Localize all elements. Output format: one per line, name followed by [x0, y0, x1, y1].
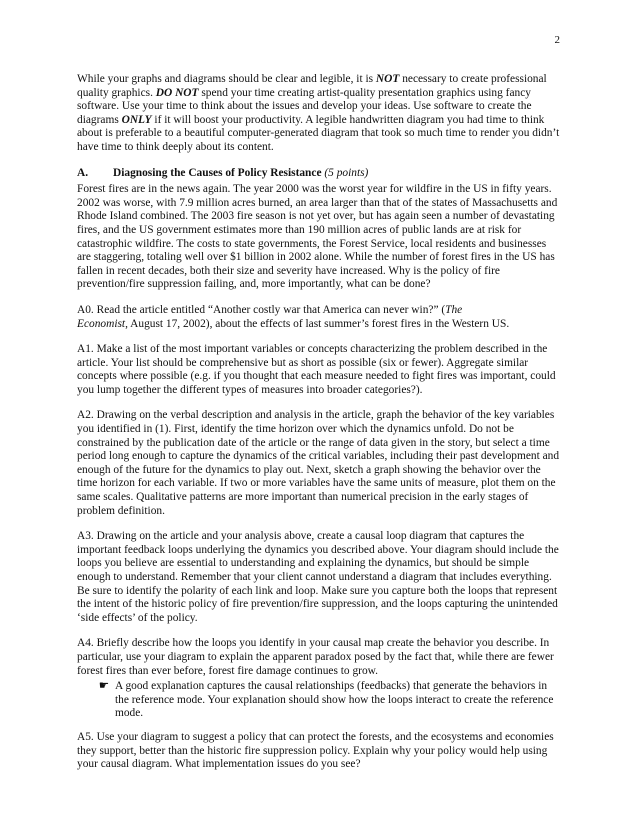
- pointing-hand-icon: ☛: [98, 680, 109, 693]
- question-a2: A2. Drawing on the verbal description and analysis in the article, graph the behavior of the key variables you identified in (1). First, identify the time horizon over which the dynamics unfold. Do not be constrained by the publication date of the article or the range of data given in the story, but select a time period long enough to capture the dynamics of the critical variables, including their past development and enough of the future for the dynamics to play out. Next, sketch a graph showing the behavior over the time horizon for each variable. If two or more variables have the same units of measure, plot them on the same scales. Qualitative patterns are more important than numerical precision in the early stages of problem definition.: [77, 409, 560, 517]
- a0-text-1: A0. Read the article entitled “Another costly war that America can never win?” (: [77, 303, 446, 316]
- document-body: [77, 73, 561, 784]
- a4-bullet: [77, 680, 561, 721]
- question-a0: [77, 304, 561, 331]
- section-title: Diagnosing the Causes of Policy Resistance: [113, 166, 322, 179]
- intro-text-3: spend your time creating artist-quality presentation graphics using fancy software. Use your time to think about the issues and develop your ideas. Use software to create the diagrams: [77, 86, 532, 126]
- question-a5: A5. Use your diagram to suggest a policy that can protect the forests, and the ecosystems and economies they support, better than the historic fire suppression policy. Explain why your policy would help using your causal diagram. What implementation issues do you see?: [77, 730, 554, 771]
- section-points: (5 points): [324, 166, 369, 179]
- question-a4: A4. Briefly describe how the loops you identify in your causal map create the behavior you describe. In particular, use your diagram to explain the apparent paradox posed by the fact that, while there are fewer forest fires than ever before, forest fire damage continues to grow.: [77, 637, 554, 677]
- fires-paragraph: Forest fires are in the news again. The year 2000 was the worst year for wildfire in the US in fifty years. 2002 was worse, with 7.9 million acres burned, an area larger than that of the states of Massachusetts and Rhode Island combined. The 2003 fire season is not yet over, but has again seen a number of devastating fires, and the US government estimates more than 190 million acres of public lands are at risk for catastrophic wildfire. The costs to state governments, the Forest Service, local residents and businesses are staggering, totaling well over $1 billion in 2002 alone. While the number of forest fires in the US has fallen in recent decades, both their size and severity have increased. Why is the policy of fire prevention/fire suppression failing, and, more importantly, what can be done?: [77, 183, 558, 291]
- emphasis-only: ONLY: [121, 113, 152, 126]
- a0-journal-1: The: [445, 303, 463, 316]
- page-number: 2: [554, 34, 560, 46]
- emphasis-do-not: DO NOT: [155, 86, 199, 99]
- intro-text-2: necessary to create professional quality graphics.: [77, 73, 547, 99]
- question-a3: A3. Drawing on the article and your analysis above, create a causal loop diagram that captures the important feedback loops underlying the dynamics you described above. Your diagram should include the loops you believe are essential to understanding and explaining the dynamics, but should be simple enough to understand. Remember that your client cannot understand a diagram that includes everything. Be sure to identify the polarity of each link and loop. Make sure you capture both the loops that represent the intent of the historic policy of fire prevention/fire suppression, and the loops capturing the unintended ‘side effects’ of the policy.: [77, 530, 559, 624]
- question-a1: A1. Make a list of the most important variables or concepts characterizing the problem described in the article. Your list should be comprehensive but as short as possible (six or fewer). Aggregate similar concepts where possible (e.g. if you thought that each measure needed to fight fires was important, could you lump together the different types of measures into broader categories?).: [77, 343, 556, 396]
- section-letter: A.: [77, 166, 89, 179]
- intro-paragraph: [77, 73, 561, 155]
- emphasis-not: NOT: [375, 73, 400, 85]
- section-heading: [77, 167, 561, 181]
- a4-bullet-text: A good explanation captures the causal relationships (feedbacks) that generate the behaviors in the reference mode. Your explanation should show how the loops interact to create the reference mode.: [115, 680, 554, 720]
- a0-text-2: , August 17, 2002), about the effects of last summer’s forest fires in the Western US.: [125, 317, 510, 330]
- intro-text-4: if it will boost your productivity. A legible handwritten diagram you had time to think about is preferable to a beautiful computer-generated diagram that took so much time to render you didn’t have time to think deeply about its content.: [77, 113, 560, 153]
- intro-text-1: While your graphs and diagrams should be clear and legible, it is: [77, 73, 376, 85]
- a0-journal-2: Economist: [77, 317, 126, 330]
